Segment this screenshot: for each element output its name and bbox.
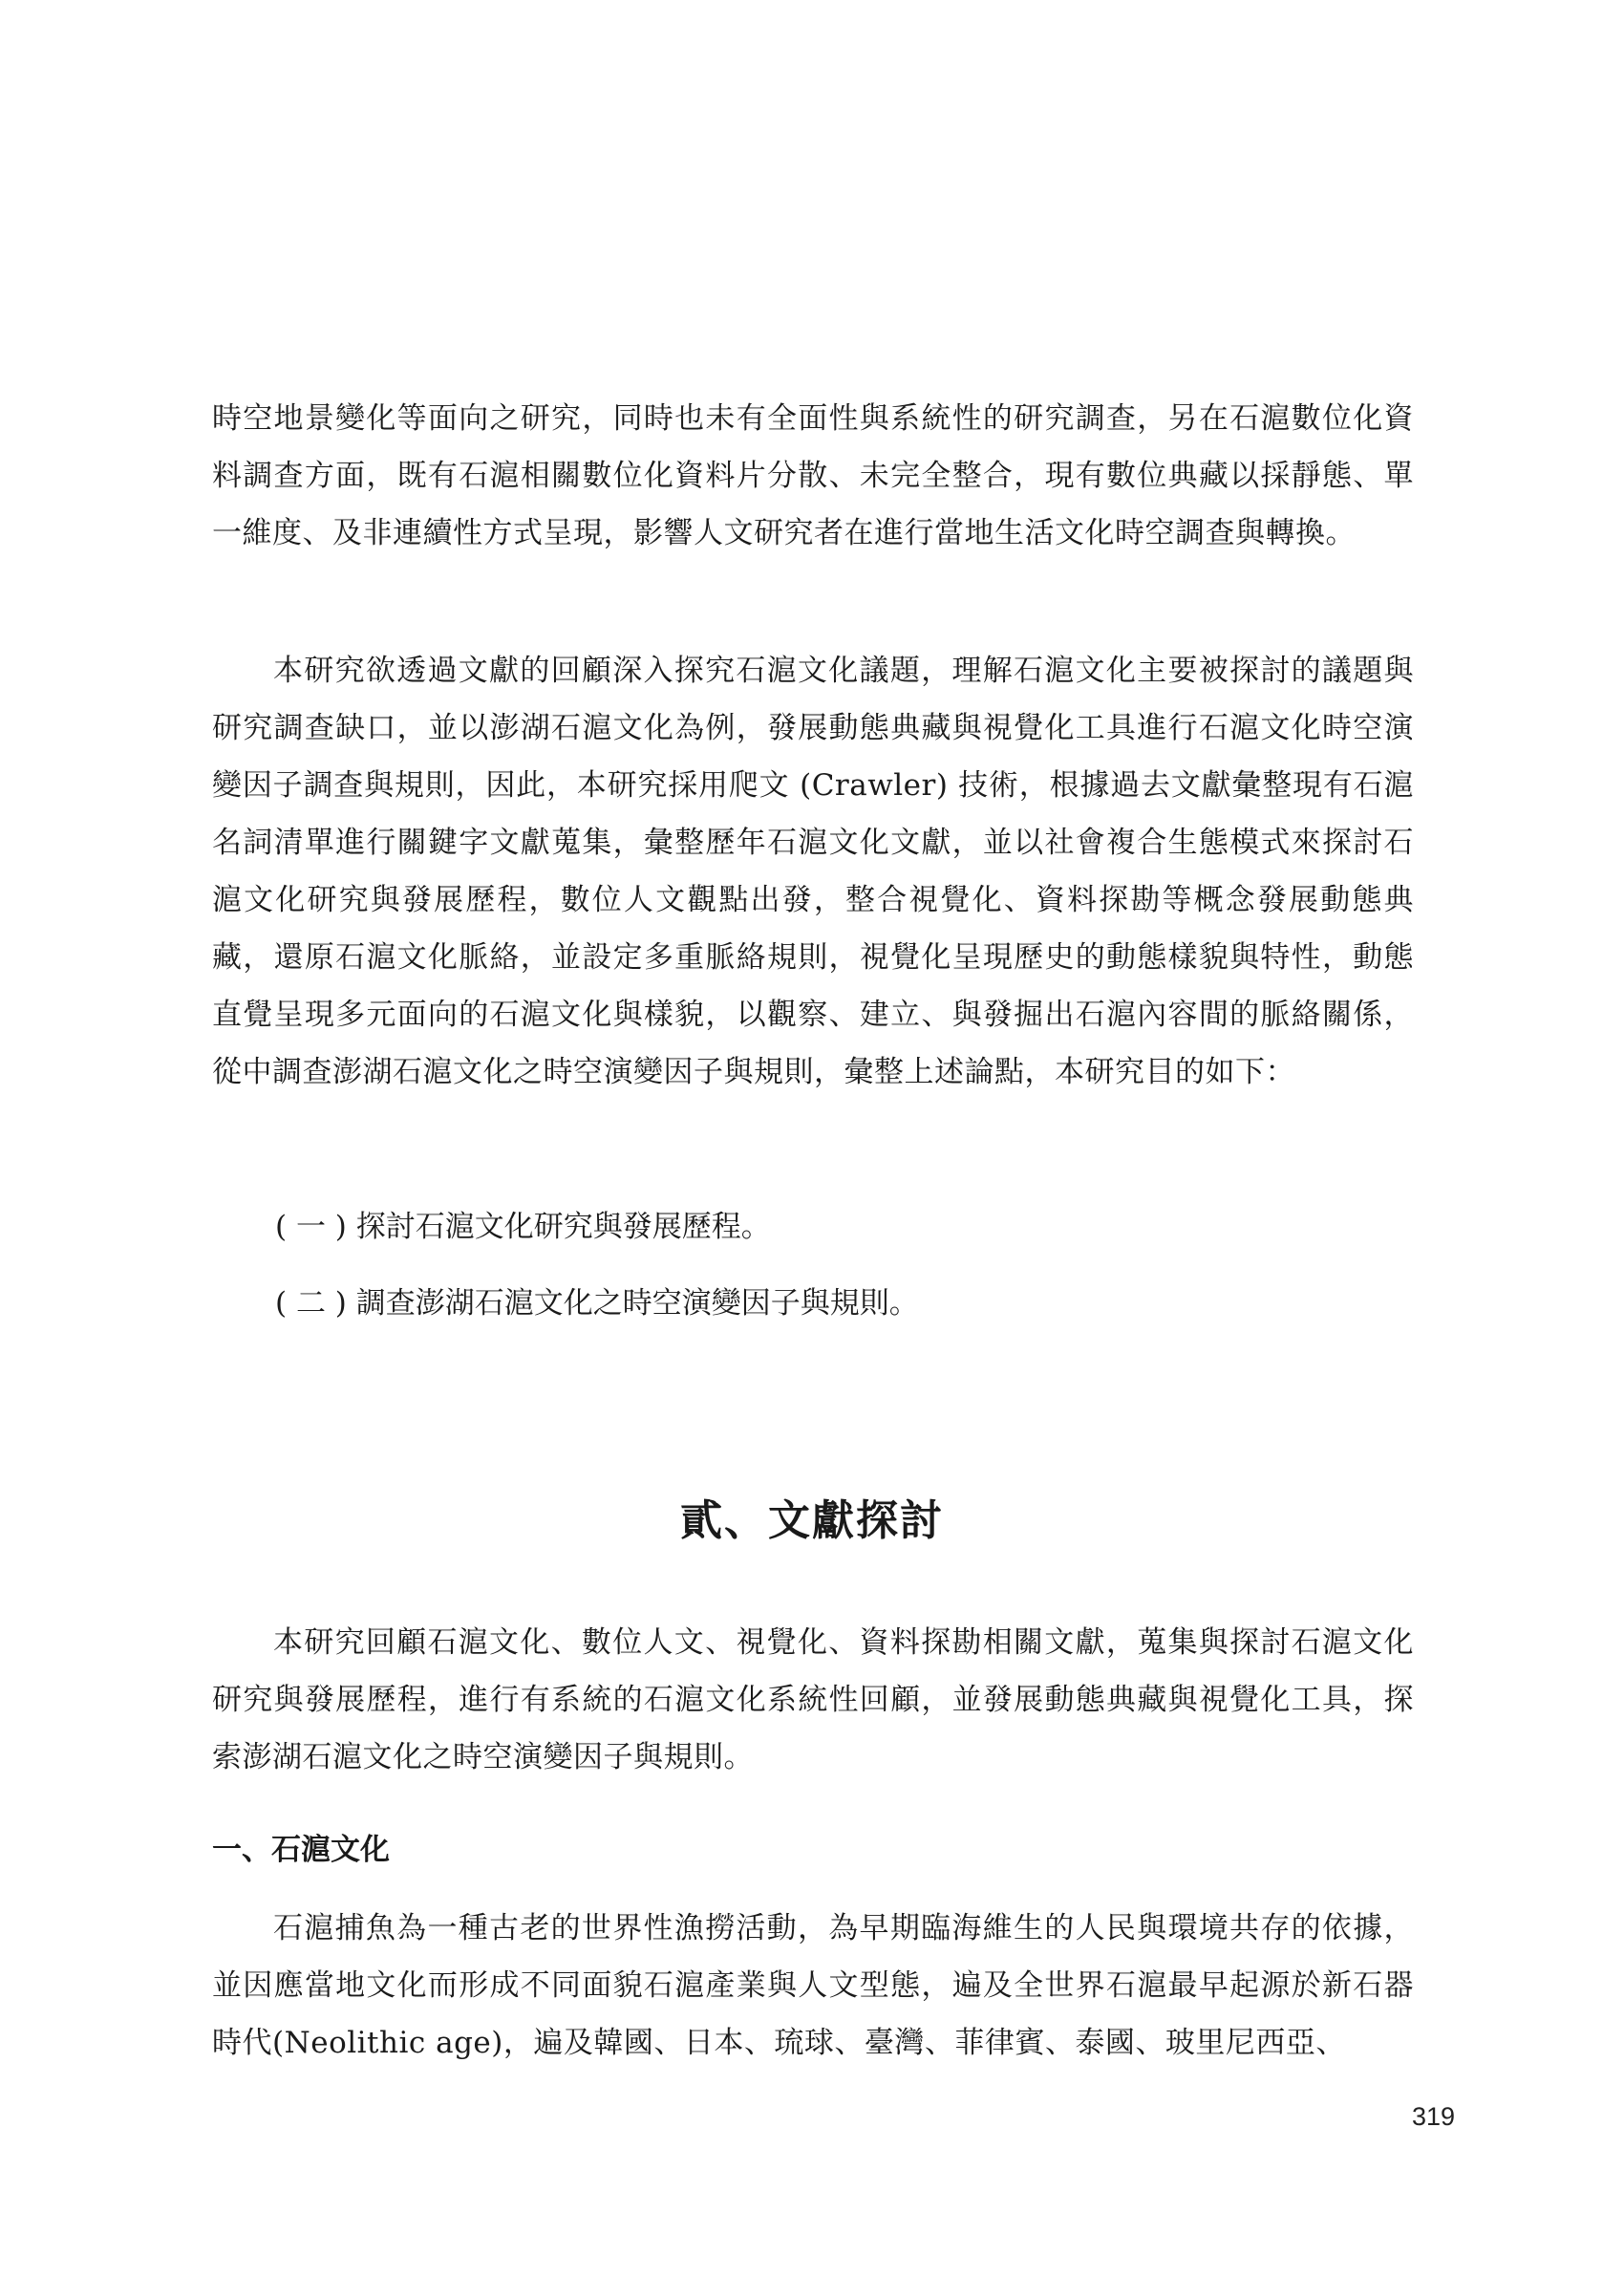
paragraph-literature-overview bbox=[212, 1614, 1414, 1786]
paragraph-text: 本研究欲透過文獻的回顧深入探究石滬文化議題，理解石滬文化主要被探討的議題與研究調查缺口，並以澎湖石滬文化為例，發展動態典藏與視覺化工具進行石滬文化時空演變因子調查與規則，因此，本研究採用爬文 (Crawler) 技術，根據過去文獻彙整現有石滬名詞清單進行關鍵字文獻蒐集，彙整歷年石滬文化文獻，並以社會複合生態模式來探討石滬文化研究與發展歷程，數位人文觀點出發，整合視覺化、資料探勘等概念發展動態典藏，還原石滬文化脈絡，並設定多重脈絡規則，視覺化呈現歷史的動態樣貌與特性，動態直覺呈現多元面向的石滬文化與樣貌，以觀察、建立、與發掘出石滬內容間的脈絡關係，從中調查澎湖石滬文化之時空演變因子與規則，彙整上述論點，本研究目的如下： bbox=[212, 654, 1414, 1089]
objective-item-1: ( 一 ) 探討石滬文化研究與發展歷程。 bbox=[275, 1210, 771, 1244]
paragraph-text: 本研究回顧石滬文化、數位人文、視覺化、資料探勘相關文獻，蒐集與探討石滬文化研究與發展歷程，進行有系統的石滬文化系統性回顧，並發展動態典藏與視覺化工具，探索澎湖石滬文化之時空演變因子與規則。 bbox=[212, 1625, 1414, 1774]
paragraph-intro-continuation bbox=[212, 390, 1414, 562]
paragraph-text: 石滬捕魚為一種古老的世界性漁撈活動，為早期臨海維生的人民與環境共存的依據，並因應當地文化而形成不同面貌石滬產業與人文型態，遍及全世界石滬最早起源於新石器時代(Neolithic age)，遍及韓國、日本、琉球、臺灣、菲律賓、泰國、玻里尼西亞、 bbox=[212, 1911, 1414, 2060]
section-heading: 貳、文獻探討 bbox=[680, 1496, 944, 1545]
paragraph-research-purpose bbox=[212, 642, 1414, 1101]
subsection-heading: 一、石滬文化 bbox=[212, 1833, 390, 1867]
paragraph-stone-weir-culture bbox=[212, 1900, 1414, 2072]
page-number: 319 bbox=[1412, 2102, 1456, 2131]
paragraph-text: 時空地景變化等面向之研究，同時也未有全面性與系統性的研究調查，另在石滬數位化資料調查方面，既有石滬相關數位化資料片分散、未完全整合，現有數位典藏以採靜態、單一維度、及非連續性方式呈現，影響人文研究者在進行當地生活文化時空調查與轉換。 bbox=[212, 401, 1414, 550]
objective-item-2: ( 二 ) 調查澎湖石滬文化之時空演變因子與規則。 bbox=[275, 1286, 919, 1321]
